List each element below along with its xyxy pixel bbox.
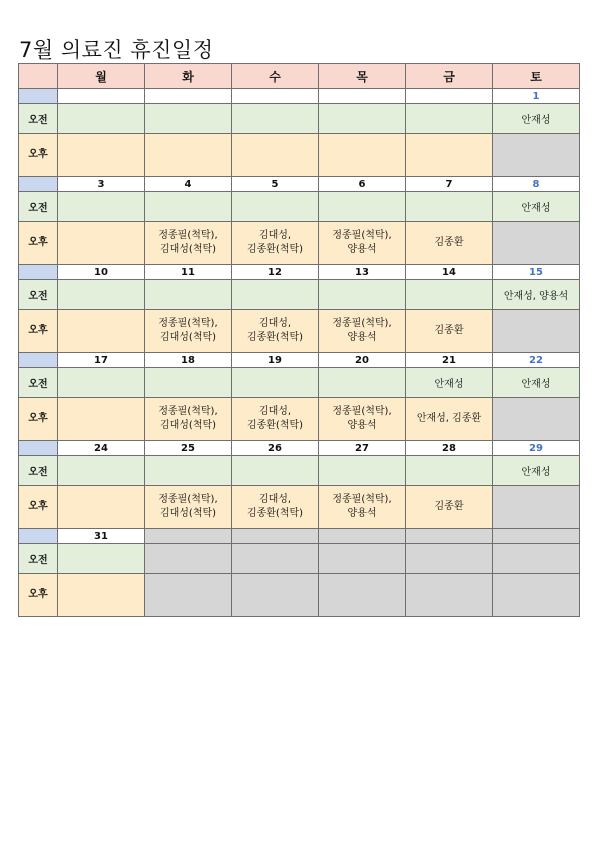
date-cell	[145, 529, 232, 544]
am-cell	[232, 280, 319, 310]
am-cell	[145, 280, 232, 310]
week-6-date-row	[19, 529, 580, 544]
am-cell	[145, 368, 232, 398]
am-cell	[58, 280, 145, 310]
pm-cell	[232, 310, 319, 353]
date-cell: 28	[406, 441, 493, 456]
pm-cell	[406, 398, 493, 441]
pm-label: 오후	[19, 134, 58, 177]
pm-label: 오후	[19, 574, 58, 617]
week-3-pm-row	[19, 310, 580, 353]
date-cell: 1	[493, 89, 580, 104]
am-cell	[406, 544, 493, 574]
date-cell	[232, 529, 319, 544]
date-cell	[493, 529, 580, 544]
header-day-sat: 토	[493, 64, 580, 89]
doctor-names: 안재성	[521, 379, 551, 390]
week-1-date-row	[19, 89, 580, 104]
date-cell: 11	[145, 265, 232, 280]
am-cell	[232, 192, 319, 222]
pm-cell	[232, 574, 319, 617]
week-4-pm-row	[19, 398, 580, 441]
pm-cell	[58, 222, 145, 265]
pm-cell	[319, 222, 406, 265]
pm-cell	[58, 486, 145, 529]
doctor-names: 정종필(척탁), 김대성(척탁)	[158, 406, 218, 431]
week-corner	[19, 89, 58, 104]
am-cell	[319, 104, 406, 134]
date-cell: 10	[58, 265, 145, 280]
pm-cell	[319, 398, 406, 441]
date-cell: 12	[232, 265, 319, 280]
date-cell: 27	[319, 441, 406, 456]
am-cell	[493, 192, 580, 222]
week-2-am-row	[19, 192, 580, 222]
pm-label: 오후	[19, 398, 58, 441]
am-cell	[58, 368, 145, 398]
week-3-am-row	[19, 280, 580, 310]
am-cell	[493, 104, 580, 134]
header-day-thu: 목	[319, 64, 406, 89]
date-cell: 21	[406, 353, 493, 368]
am-cell	[58, 544, 145, 574]
pm-cell	[232, 134, 319, 177]
pm-cell	[406, 574, 493, 617]
page-title: 7월 의료진 휴진일정	[19, 38, 214, 62]
am-label: 오전	[19, 368, 58, 398]
pm-cell	[319, 574, 406, 617]
pm-cell	[493, 398, 580, 441]
doctor-names: 김대성, 김종환(척탁)	[246, 494, 304, 519]
pm-cell	[406, 486, 493, 529]
week-5-am-row	[19, 456, 580, 486]
am-cell	[319, 192, 406, 222]
week-corner	[19, 529, 58, 544]
am-cell	[58, 456, 145, 486]
date-cell: 13	[319, 265, 406, 280]
am-cell	[319, 456, 406, 486]
date-cell: 26	[232, 441, 319, 456]
date-cell: 14	[406, 265, 493, 280]
doctor-names: 정종필(척탁), 김대성(척탁)	[158, 494, 218, 519]
am-cell	[145, 192, 232, 222]
am-cell	[232, 368, 319, 398]
pm-cell	[232, 486, 319, 529]
doctor-names: 안재성	[521, 467, 551, 478]
doctor-names: 김종환	[434, 325, 464, 336]
header-day-mon: 월	[58, 64, 145, 89]
week-corner	[19, 353, 58, 368]
pm-label: 오후	[19, 486, 58, 529]
week-5-date-row	[19, 441, 580, 456]
pm-cell	[493, 310, 580, 353]
pm-cell	[145, 486, 232, 529]
doctor-names: 정종필(척탁), 양용석	[332, 406, 392, 431]
date-cell: 25	[145, 441, 232, 456]
am-label: 오전	[19, 280, 58, 310]
doctor-names: 김대성, 김종환(척탁)	[246, 318, 304, 343]
date-cell: 4	[145, 177, 232, 192]
pm-cell	[58, 398, 145, 441]
doctor-names: 안재성	[521, 203, 551, 214]
week-4-date-row	[19, 353, 580, 368]
date-cell: 3	[58, 177, 145, 192]
doctor-names: 김대성, 김종환(척탁)	[246, 406, 304, 431]
pm-label: 오후	[19, 222, 58, 265]
am-cell	[493, 456, 580, 486]
doctor-names: 김대성, 김종환(척탁)	[246, 230, 304, 255]
am-label: 오전	[19, 192, 58, 222]
doctor-names: 정종필(척탁), 양용석	[332, 494, 392, 519]
am-cell	[232, 456, 319, 486]
date-cell: 17	[58, 353, 145, 368]
week-5-pm-row	[19, 486, 580, 529]
doctor-names: 안재성	[521, 115, 551, 126]
pm-cell	[58, 310, 145, 353]
date-cell: 29	[493, 441, 580, 456]
doctor-names: 김종환	[434, 237, 464, 248]
week-corner	[19, 441, 58, 456]
am-cell	[406, 192, 493, 222]
am-label: 오전	[19, 544, 58, 574]
date-cell: 8	[493, 177, 580, 192]
header-corner	[19, 64, 58, 89]
doctor-names: 정종필(척탁), 양용석	[332, 318, 392, 343]
pm-cell	[58, 134, 145, 177]
am-cell	[145, 104, 232, 134]
header-day-wed: 수	[232, 64, 319, 89]
date-cell	[232, 89, 319, 104]
pm-cell	[406, 134, 493, 177]
am-label: 오전	[19, 456, 58, 486]
week-1-am-row	[19, 104, 580, 134]
am-cell	[406, 456, 493, 486]
week-1-pm-row	[19, 134, 580, 177]
pm-cell	[493, 134, 580, 177]
header-day-tue: 화	[145, 64, 232, 89]
pm-cell	[493, 574, 580, 617]
week-2-date-row	[19, 177, 580, 192]
doctor-names: 정종필(척탁), 김대성(척탁)	[158, 230, 218, 255]
pm-cell	[232, 398, 319, 441]
doctor-names: 안재성, 김종환	[416, 413, 482, 424]
am-cell	[319, 544, 406, 574]
date-cell	[406, 529, 493, 544]
pm-label: 오후	[19, 310, 58, 353]
pm-cell	[145, 398, 232, 441]
pm-cell	[319, 310, 406, 353]
week-6-pm-row	[19, 574, 580, 617]
date-cell	[406, 89, 493, 104]
am-label: 오전	[19, 104, 58, 134]
pm-cell	[145, 310, 232, 353]
am-cell	[406, 368, 493, 398]
am-cell	[319, 368, 406, 398]
pm-cell	[145, 222, 232, 265]
doctor-names: 정종필(척탁), 양용석	[332, 230, 392, 255]
am-cell	[493, 544, 580, 574]
week-6-am-row	[19, 544, 580, 574]
pm-cell	[406, 222, 493, 265]
am-cell	[58, 192, 145, 222]
am-cell	[232, 104, 319, 134]
header-row	[19, 64, 580, 89]
doctor-names: 안재성, 양용석	[503, 291, 569, 302]
am-cell	[319, 280, 406, 310]
am-cell	[493, 368, 580, 398]
doctor-names: 정종필(척탁), 김대성(척탁)	[158, 318, 218, 343]
header-day-fri: 금	[406, 64, 493, 89]
date-cell	[319, 529, 406, 544]
am-cell	[145, 544, 232, 574]
pm-cell	[319, 134, 406, 177]
week-corner	[19, 265, 58, 280]
am-cell	[232, 544, 319, 574]
week-4-am-row	[19, 368, 580, 398]
pm-cell	[145, 134, 232, 177]
date-cell: 20	[319, 353, 406, 368]
date-cell: 19	[232, 353, 319, 368]
pm-cell	[232, 222, 319, 265]
pm-cell	[319, 486, 406, 529]
date-cell: 7	[406, 177, 493, 192]
date-cell: 15	[493, 265, 580, 280]
pm-cell	[493, 222, 580, 265]
pm-cell	[493, 486, 580, 529]
date-cell	[58, 89, 145, 104]
date-cell: 22	[493, 353, 580, 368]
date-cell: 5	[232, 177, 319, 192]
date-cell	[145, 89, 232, 104]
week-corner	[19, 177, 58, 192]
week-2-pm-row	[19, 222, 580, 265]
date-cell: 24	[58, 441, 145, 456]
pm-cell	[58, 574, 145, 617]
date-cell: 18	[145, 353, 232, 368]
am-cell	[406, 280, 493, 310]
am-cell	[493, 280, 580, 310]
date-cell: 31	[58, 529, 145, 544]
am-cell	[145, 456, 232, 486]
pm-cell	[406, 310, 493, 353]
am-cell	[58, 104, 145, 134]
pm-cell	[145, 574, 232, 617]
am-cell	[406, 104, 493, 134]
date-cell: 6	[319, 177, 406, 192]
doctor-names: 안재성	[434, 379, 464, 390]
date-cell	[319, 89, 406, 104]
week-3-date-row	[19, 265, 580, 280]
schedule-table	[18, 63, 580, 617]
doctor-names: 김종환	[434, 501, 464, 512]
